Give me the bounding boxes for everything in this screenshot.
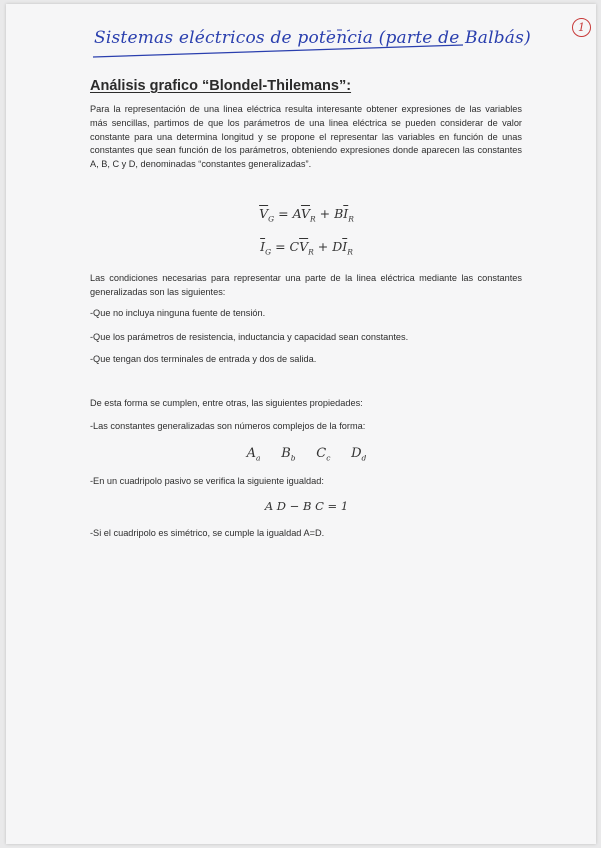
eq1-var1-sub: R: [310, 214, 316, 224]
eq2-var2: $\overline{I}$: [342, 239, 348, 254]
eq1-coef2: B: [334, 206, 344, 221]
eq2-lhs-sub: G: [265, 247, 272, 257]
identity-equation: A D − B C = 1: [264, 499, 349, 513]
eq2-lhs: $\overline{I}$: [260, 239, 266, 254]
page-number: 1: [572, 18, 591, 37]
eq1-var2: $\overline{I}$: [343, 206, 349, 221]
property-item: -En un cuadripolo pasivo se verifica la siguiente igualdad:: [90, 476, 324, 486]
eq1-lhs-sub: G: [268, 214, 275, 224]
eq1-lhs: $\overline{V}$: [259, 206, 269, 221]
eq2-var1: $\overline{V}$: [299, 239, 309, 254]
form-a: $A_a$: [246, 446, 261, 463]
property-item: -Las constantes generalizadas son números complejos de la forma:: [90, 421, 366, 431]
condition-item: -Que los parámetros de resistencia, inductancia y capacidad sean constantes.: [90, 332, 409, 342]
conditions-intro: Las condiciones necesarias para representar una parte de la linea eléctrica mediante las constantes generalizadas son las siguientes:: [90, 273, 522, 297]
eq2-var2-sub: R: [347, 247, 353, 257]
eq1-var1: $\overline{V}$: [300, 206, 310, 221]
properties-intro: De esta forma se cumplen, entre otras, las siguientes propiedades:: [90, 398, 363, 408]
equation-current: [6, 239, 601, 257]
section-title: Análisis grafico “Blondel-Thilemans”:: [90, 78, 352, 94]
form-d: $D_d$: [351, 446, 367, 463]
eq2-plus: +: [317, 239, 333, 254]
condition-item: -Que no incluya ninguna fuente de tensión.: [90, 308, 266, 318]
eq2-coef1: C: [289, 239, 300, 254]
document-page: [6, 4, 596, 844]
eq1-var2-sub: R: [348, 214, 354, 224]
eq2-equals: =: [275, 239, 290, 254]
property-item: -Si el cuadripolo es simétrico, se cumple la igualdad A=D.: [90, 528, 325, 538]
eq1-coef1: A: [292, 206, 301, 221]
form-c: $C_c$: [316, 446, 331, 463]
equation-voltage: [6, 206, 601, 224]
form-b: $B_b$: [281, 446, 296, 463]
eq2-var1-sub: R: [308, 247, 314, 257]
complex-forms: [6, 446, 601, 463]
intro-paragraph: Para la representación de una linea eléctrica resulta interesante obtener expresiones de las variables más sencillas, partimos de que los parámetros de una linea eléctrica se pueden considerar de valor constante para una determina longitud y se propone el representar las variables en función de unas constantes que sean función de los parámetros, obteniendo expresiones donde aparecen las constantes A, B, C y D, denominadas “constantes generalizadas”.: [90, 104, 522, 170]
eq2-coef2: D: [332, 239, 343, 254]
handwritten-title: Sistemas eléctricos de potencia (parte de Balbás): [94, 28, 531, 48]
eq1-equals: =: [278, 206, 293, 221]
eq1-plus: +: [319, 206, 335, 221]
condition-item: -Que tengan dos terminales de entrada y dos de salida.: [90, 354, 317, 364]
